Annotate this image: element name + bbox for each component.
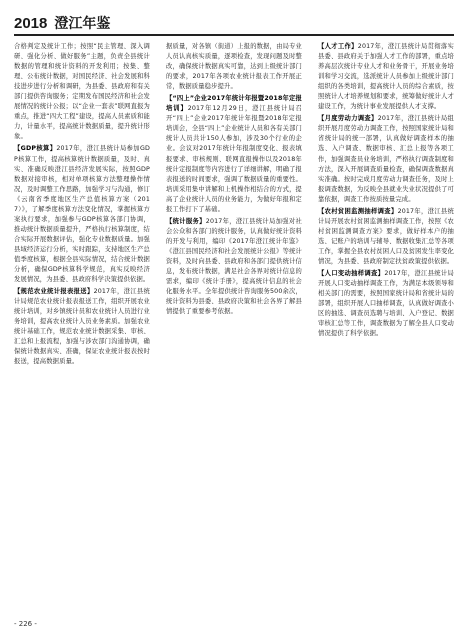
page-header (14, 10, 454, 32)
paragraph-text: 2017年，澄江县统计局开展农村贫困监测抽样调查工作，按照《农村贫困监测调查方案》要求，做好样本户的抽选、记账户的培训与辅导、数据收集汇总等各项工作，掌握全县农村贫困人口及贫困发生率变化情况，为县委、县政府制定扶贫政策提供依据。 (318, 207, 454, 265)
page-number: - 226 - (14, 620, 37, 628)
section-heading: 【农村贫困监测抽样调查】 (318, 207, 398, 215)
column-middle (166, 42, 302, 610)
section-heading: 【规范农业统计报表报送】 (14, 288, 94, 296)
header-divider (14, 34, 454, 36)
section-paragraph (14, 144, 150, 285)
yearbook-title: 澄江年鉴 (54, 16, 111, 32)
section-heading: 【月度劳动力调查】 (318, 115, 378, 123)
section-heading: 【人口变动抽样调查】 (318, 270, 385, 278)
yearbook-year: 2018 (14, 15, 48, 32)
section-paragraph (166, 217, 302, 317)
section-paragraph (166, 94, 302, 215)
paragraph-text: 2017年，澄江县统计局规范农业统计报表报送工作，组织开展农业统计培训，对乡镇统计员和农业统计人员进行业务培训，提高农业统计人员业务素质。加强农业统计基础工作，规范农业统计数据采集、审核、汇总和上报流程，加强与涉农部门沟通协调，确保统计数据真实、准确，保证农业统计报表按时报送，提高数据质量。 (14, 288, 150, 366)
section-paragraph (318, 114, 454, 204)
paragraph-text: 合格判定及统计工作；按照“民主管理、深入调研、强化分析、做好服务”主题，负责全县统计数据的管理和统计资料的开发利用；按集、整理、公布统计数据，对国民经济、社会发展和科技进步进行分析和调研，为县委、县政府和有关部门提供咨询服务；定期发布国民经济和社会发展情况的统计公报；以“企业一套表”联网直报为重点，推进“四大工程”建设，提高人员素质和能力，计量水平，提高统计数据质量，提升统计形象。 (14, 43, 150, 141)
paragraph-text: 2017年，澄江县统计局贯彻落实县委、县政府关于加强人才工作的部署，重点培养高层次统计专业人才和业务骨干，开展业务培训和学习交流，选派统计人员参加上级统计部门组织的各类培训，提高统计人员的综合素质，按照统计人才培养规划和要求，统筹做好统计人才建设工作，为统计事业发展提供人才支撑。 (318, 43, 454, 111)
column-right (318, 42, 454, 610)
section-heading: 【统计服务】 (166, 217, 206, 225)
section-heading: 【人才工作】 (318, 43, 358, 50)
section-heading: 【“四上”企业2017年统计年报暨2018年定报培训】 (166, 95, 302, 113)
paragraph-text: 2017年，澄江县统计局参加GDP核算工作，提高核算统计数据质量，及时、真实、准确反映澄江县经济发展实际，按照GDP数据对接审核，相对单项核算方法整理操作情况，及时调整工作思路，加强学习与沟通，修订《云南省季度地区生产总值核算方案（2017）》，了解季度核算方法变化情况，掌握核算方案执行要求，加强参与GDP核算各部门协调，推动统计数据质量提升，严格执行核算制度，结合实际开展数据评估，强化专业数据质量。加强县域经济运行分析，实时跟踪，支持地区生产总值季度核算，根据全县实际情况，结合统计数据分析，确保GDP核算科学规范，真实反映经济发展情况，为县委、县政府科学决策提供依据。 (14, 145, 150, 284)
paragraph-text: 2017年，澄江县统计局加强对社会公众和各部门的统计服务，认真做好统计资料的开发与利用，编印《2017年澄江统计年鉴》《澄江县国民经济和社会发展统计公报》等统计资料，及时向县委、县政府和各部门提供统计信息，发布统计数据，满足社会各界对统计信息的需求，编印《统计手册》，提高统计信息的社会化服务水平。全年提供统计咨询服务500余次，统计资料为县委、县政府决策和社会各界了解县情提供了重要参考依据。 (166, 217, 302, 316)
section-paragraph (318, 269, 454, 339)
body-paragraph (14, 42, 150, 142)
section-paragraph (318, 42, 454, 112)
paragraph-text: 2017年，澄江县统计局开展人口变动抽样调查工作，为满足本级领导和相关部门的需要，按照国家统计局和省统计局的部署，组织开展人口抽样调查，认真做好调查小区的抽选、调查员选聘与培训、入户登记、数据审核汇总等工作，调查数据为了解全县人口变动情况提供了科学依据。 (318, 270, 454, 338)
body-columns (14, 42, 454, 610)
section-paragraph (318, 207, 454, 267)
section-paragraph (14, 287, 150, 367)
paragraph-text: 2017年，澄江县统计局组织开展月度劳动力调查工作，按照国家统计局和省统计局的统一部署，认真做好调查样本的抽选、入户调查、数据审核、汇总上报等各项工作，加强调查员业务培训，严格执行调查制度和方法，深入开展调查质量检查，确保调查数据真实准确。按时完成月度劳动力调查任务，及时上报调查数据，为反映全县就业失业状况提供了可靠依据，调查工作按质按量完成。 (318, 115, 454, 203)
paragraph-text: 2017年12月29日，澄江县统计局召开“四上”企业2017年统计年报暨2018年定报培训会，全县“四上”企业统计人员和各有关部门统计人员共计150人参加，涉及30个行业的企业。会议对2017年统计年报制度变化、报表填报要求、审核规则、联网直报操作以及2018年统计定报制度等内容进行了详细讲解，明确了报表报送的时间要求，强调了数据质量的重要性。培训采用集中讲解和上机操作相结合的方式，提高了企业统计人员的业务能力，为做好年报和定报工作打下了基础。 (166, 105, 302, 213)
column-left (14, 42, 150, 610)
paragraph-text: 据质量，对各镇（街道）上报的数据，由局专业人员认真核实质量，逐项检查，发现问题及时整改，确保统计数据真实可靠，达到上级统计部门的要求，2017年各项农业统计报表工作开展正常，数据质量稳步提升。 (166, 43, 302, 91)
section-heading: 【GDP核算】 (14, 145, 57, 153)
body-paragraph (166, 42, 302, 92)
